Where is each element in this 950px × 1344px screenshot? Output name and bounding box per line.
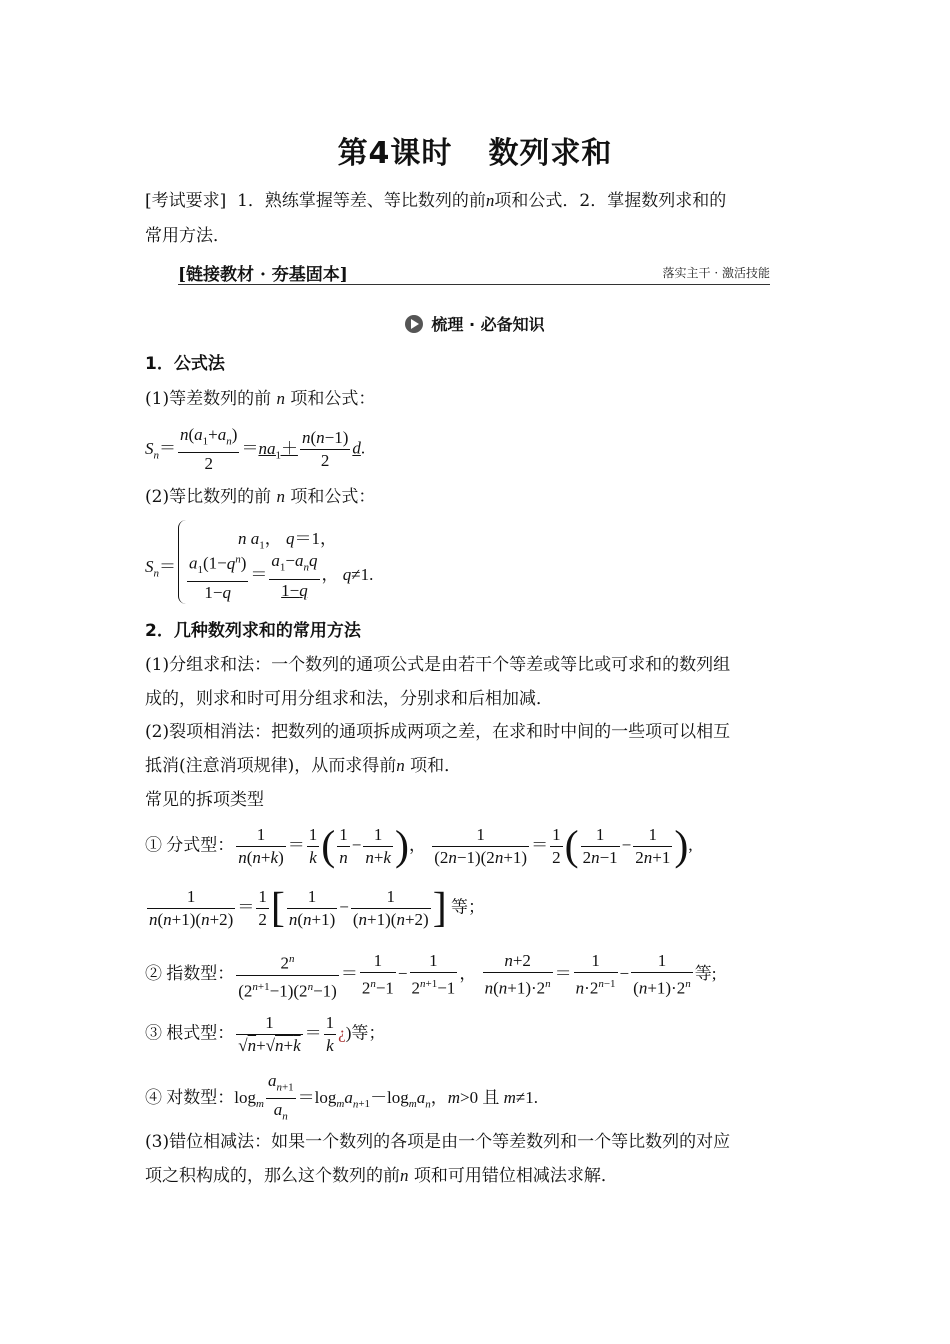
play-icon	[405, 315, 423, 333]
banner	[178, 260, 770, 285]
split-types-label: 常见的拆项类型	[145, 790, 264, 810]
heading-formula-method: 1．公式法	[145, 354, 225, 374]
root-type-formula: ③ 根式型： $\frac{1}{√n+√n+k}$ ＝ $\frac{1}{k}$ ¿)等；	[145, 1013, 386, 1055]
exam-requirement-line1: [考试要求] 1．熟练掌握等差、等比数列的前n项和公式．2．掌握数列求和的	[145, 191, 727, 211]
arith-sum-formula: $S_n=$ $\frac{n(a_1+a_n)}{2}$ $=na_1+$ $\frac{n(n-1)}{2}$ d.	[145, 425, 366, 474]
geo-sum-label: (2)等比数列的前 n 项和公式：	[145, 487, 376, 507]
group-method-line1: (1)分组求和法：一个数列的通项公式是由若干个等差或等比或可求和的数列组	[145, 655, 731, 675]
split-method-line2: 抵消(注意消项规律)，从而求得前n 项和．	[145, 756, 462, 776]
banner-title: [链接教材 · 夯基固本]	[178, 265, 348, 285]
offset-method-line2: 项之积构成的，那么这个数列的前n 项和可用错位相减法求解．	[145, 1166, 618, 1186]
log-type-formula: ④ 对数型：$\log_m$ $\frac{a_{n+1}}{a_n}$ $=\log_ma_{n+1}-\log_ma_n$，m>0 且 m≠1.	[145, 1071, 538, 1123]
fraction-type-formula: ① 分式型： $\frac{1}{n(n+k)}$ ＝ $\frac{1}{k}$ ( $\frac{1}{n}$ − $\frac{1}{n+k}$ )， $\frac{1}{(2n-1)(2n+1)}$ ＝ $\frac{1}{2}$ ( $\frac{1}{2n-1}$ − $\frac{1}{2n+1}$ ),	[145, 823, 693, 870]
requirement-label: [考试要求]	[145, 191, 227, 211]
banner-subtitle: 落实主干 · 激活技能	[662, 266, 770, 280]
offset-method-line1: (3)错位相减法：如果一个数列的各项是由一个等差数列和一个等比数列的对应	[145, 1132, 731, 1152]
exponent-type-formula: ② 指数型： $\frac{2^n}{(2^{n+1}-1)(2^n-1)}$ ＝ $\frac{1}{2^n-1}$ − $\frac{1}{2^{n+1}-1}$ ， $\frac{n+2}{n(n+1)\cdot 2^n}$ ＝ $\frac{1}{n\cdot 2^{n-1}}$ − $\frac{1}{(n+1)\cdot 2^n}$ 等;	[145, 948, 716, 1002]
geo-case2: $\frac{a_1(1-q^n)}{1-q}$ ＝ $\frac{a_1-a_nq}{1-q}$ ， q≠1.	[185, 548, 373, 604]
page-title: 第4课时 数列求和	[337, 136, 613, 171]
heading-common-methods: 2．几种数列求和的常用方法	[145, 621, 361, 641]
section-header: 梳理 · 必备知识	[0, 312, 950, 335]
fraction-type-formula-2: $\frac{1}{n(n+1)(n+2)}$ ＝ $\frac{1}{2}$ [ $\frac{1}{n(n+1)}$ − $\frac{1}{(n+1)(n+2)}$ ] 等；	[149, 885, 485, 932]
geo-case1: n $a_1$， q＝1，	[238, 529, 337, 552]
exam-requirement-line2: 常用方法．	[145, 226, 230, 246]
geo-sum-lhs: $S_n=$	[145, 557, 176, 580]
group-method-line2: 成的，则求和时可用分组求和法，分别求和后相加减．	[145, 689, 553, 709]
split-method-line1: (2)裂项相消法：把数列的通项拆成两项之差，在求和时中间的一些项可以相互	[145, 722, 731, 742]
arith-sum-label: (1)等差数列的前 n 项和公式：	[145, 389, 376, 409]
